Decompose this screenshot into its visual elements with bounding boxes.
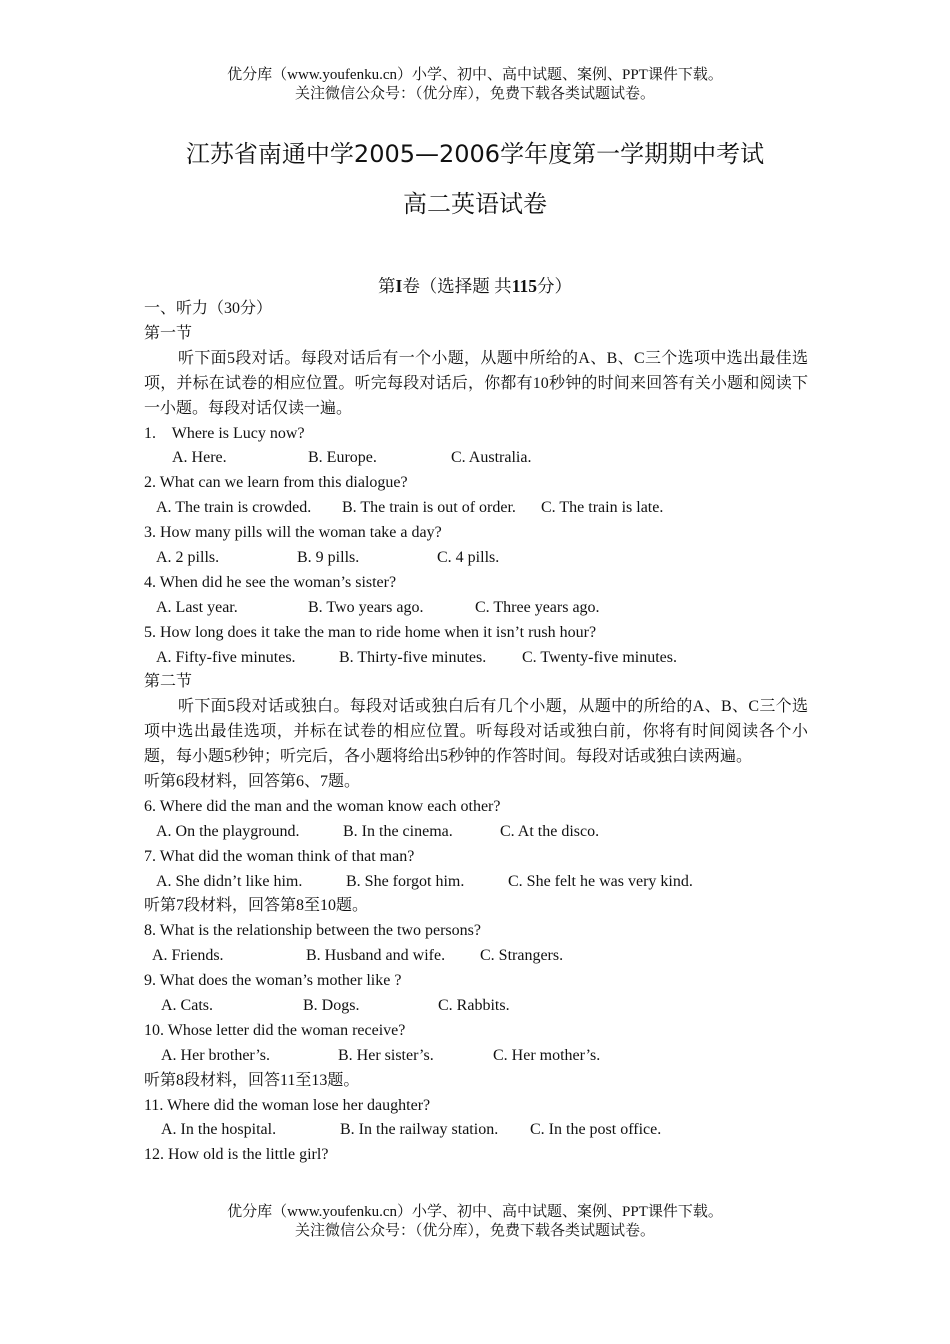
option-c: C. In the post office.: [530, 1121, 662, 1139]
option-a: A. Her brother’s.: [161, 1046, 271, 1064]
option-b: B. Dogs.: [303, 997, 360, 1015]
option-c: C. Strangers.: [480, 947, 564, 965]
exam-title: 江苏省南通中学2005—2006学年度第一学期期中考试: [185, 140, 765, 168]
question-options: [144, 496, 808, 521]
option-b: B. In the cinema.: [343, 822, 453, 840]
option-c: C. Australia.: [451, 449, 532, 467]
option-b: B. Husband and wife.: [306, 947, 446, 965]
material-8-instruction: 听第8段材料，回答11至13题。: [144, 1071, 360, 1089]
part-heading: [0, 273, 950, 298]
option-a: A. On the playground.: [156, 822, 300, 840]
question-text: 1. Where is Lucy now?: [144, 424, 305, 442]
option-b: B. Europe.: [308, 449, 377, 467]
question-text: 10. Whose letter did the woman receive?: [144, 1021, 406, 1039]
option-c: C. 4 pills.: [437, 548, 500, 566]
exam-content: [144, 297, 808, 1168]
question-options: [144, 646, 808, 671]
part-score: 115: [511, 276, 537, 296]
part-roman: I: [395, 276, 403, 296]
option-b: B. The train is out of order.: [342, 499, 516, 517]
question-options: [144, 944, 808, 969]
option-b: B. In the railway station.: [340, 1121, 499, 1139]
footer-line-1: 优分库（www.youfenku.cn）小学、初中、高中试题、案例、PPT课件下载。: [227, 1204, 723, 1220]
question-text: 11. Where did the woman lose her daughter?: [144, 1096, 431, 1114]
question-options: [144, 870, 808, 895]
option-a: A. Here.: [172, 449, 227, 467]
header-line-2: 关注微信公众号：（优分库），免费下载各类试题试卷。: [294, 86, 655, 102]
question-text: 4. When did he see the woman’s sister?: [144, 573, 397, 591]
section-heading: 一、听力（30分）: [144, 300, 273, 317]
header-line-1: 优分库（www.youfenku.cn）小学、初中、高中试题、案例、PPT课件下载。: [227, 67, 723, 83]
subsection-2-instructions: 听下面5段对话或独白。每段对话或独白后有几个小题，从题中的所给的A、B、C三个选项中选出最佳选项，并标在试卷的相应位置。听每段对话或独白前，你将有时间阅读各个小题，每小题5秒钟；听完后，各小题将给出5秒钟的作答时间。每段对话或独白读两遍。: [144, 698, 808, 766]
question-text: 3. How many pills will the woman take a day?: [144, 524, 442, 542]
question-options: [144, 820, 808, 845]
part-middle: 卷（选择题 共: [402, 276, 512, 296]
option-b: B. Thirty-five minutes.: [339, 648, 487, 666]
question-text: 7. What did the woman think of that man?: [144, 847, 415, 865]
material-6-instruction: 听第6段材料，回答第6、7题。: [144, 773, 361, 791]
question-options: [144, 446, 808, 471]
question-text: 9. What does the woman’s mother like ?: [144, 972, 402, 990]
option-c: C. Twenty-five minutes.: [522, 648, 678, 666]
question-options: [144, 1118, 808, 1143]
question-options: [144, 994, 808, 1019]
option-a: A. She didn’t like him.: [156, 872, 303, 890]
option-b: B. Her sister’s.: [338, 1046, 434, 1064]
question-text: 2. What can we learn from this dialogue?: [144, 474, 408, 492]
part-suffix: 分）: [536, 276, 572, 296]
option-c: C. The train is late.: [541, 499, 664, 517]
exam-subtitle: 高二英语试卷: [403, 190, 547, 218]
question-options: [144, 546, 808, 571]
page-footer: [0, 1203, 950, 1241]
option-a: A. Fifty-five minutes.: [156, 648, 296, 666]
part-prefix: 第: [378, 276, 396, 296]
option-b: B. 9 pills.: [297, 548, 360, 566]
subsection-2-heading: 第二节: [144, 673, 193, 691]
material-7-instruction: 听第7段材料，回答第8至10题。: [144, 897, 369, 915]
question-text: 5. How long does it take the man to ride home when it isn’t rush hour?: [144, 623, 597, 641]
option-a: A. 2 pills.: [156, 548, 220, 566]
option-b: B. Two years ago.: [308, 598, 424, 616]
option-c: C. Her mother’s.: [493, 1046, 601, 1064]
question-text: 8. What is the relationship between the two persons?: [144, 922, 481, 940]
page-header: [0, 66, 950, 104]
option-c: C. At the disco.: [500, 822, 600, 840]
subsection-1-heading: 第一节: [144, 324, 193, 342]
question-text: 12. How old is the little girl?: [144, 1146, 329, 1164]
question-text: 6. Where did the man and the woman know each other?: [144, 797, 501, 815]
option-b: B. She forgot him.: [346, 872, 465, 890]
question-options: [144, 1044, 808, 1069]
option-a: A. The train is crowded.: [156, 499, 312, 517]
question-options: [144, 596, 808, 621]
option-a: A. Friends.: [152, 947, 224, 965]
option-a: A. In the hospital.: [161, 1121, 277, 1139]
footer-line-2: 关注微信公众号：（优分库），免费下载各类试题试卷。: [294, 1223, 655, 1239]
option-a: A. Cats.: [161, 997, 213, 1015]
subsection-1-instructions: 听下面5段对话。每段对话后有一个小题，从题中所给的A、B、C三个选项中选出最佳选项，并标在试卷的相应位置。听完每段对话后，你都有10秒钟的时间来回答有关小题和阅读下一小题。每段对话仅读一遍。: [144, 349, 808, 417]
option-c: C. Rabbits.: [438, 997, 510, 1015]
option-c: C. She felt he was very kind.: [508, 872, 693, 890]
option-a: A. Last year.: [156, 598, 238, 616]
option-c: C. Three years ago.: [475, 598, 600, 616]
